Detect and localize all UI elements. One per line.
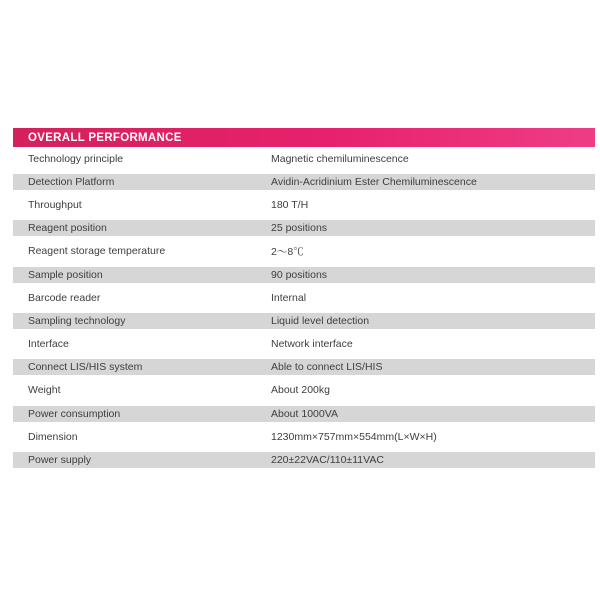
- spec-label: Detection Platform: [28, 175, 115, 188]
- spec-label: Reagent storage temperature: [28, 245, 166, 258]
- spec-value: 180 T/H: [271, 198, 309, 211]
- spec-row: [13, 147, 595, 170]
- spec-label: Throughput: [28, 198, 82, 211]
- spec-label: Interface: [28, 338, 69, 351]
- spec-value: 25 positions: [271, 222, 328, 235]
- spec-label: Power consumption: [28, 407, 121, 420]
- spec-table-header: [13, 128, 595, 147]
- spec-row: [13, 313, 595, 329]
- spec-value: 2～8℃: [271, 245, 304, 258]
- spec-label: Dimension: [28, 430, 78, 443]
- spec-table-body: [13, 147, 595, 468]
- spec-value: Internal: [271, 291, 307, 304]
- spec-label: Reagent position: [28, 222, 107, 235]
- spec-label: Sample position: [28, 268, 103, 281]
- spec-label: Connect LIS/HIS system: [28, 361, 143, 374]
- spec-table-title: OVERALL PERFORMANCE: [28, 131, 182, 144]
- spec-row: [13, 174, 595, 190]
- spec-row: [13, 220, 595, 236]
- spec-row: [13, 452, 595, 468]
- spec-row: [13, 267, 595, 283]
- spec-label: Power supply: [28, 454, 92, 467]
- spec-value: Network interface: [271, 338, 353, 351]
- spec-label: Barcode reader: [28, 291, 101, 304]
- spec-value: 90 positions: [271, 268, 328, 281]
- spec-table: [13, 128, 595, 472]
- spec-row: [13, 406, 595, 422]
- spec-value: Liquid level detection: [271, 314, 370, 327]
- spec-label: Technology principle: [28, 152, 124, 165]
- spec-value: About 1000VA: [271, 407, 338, 420]
- spec-value: 1230mm×757mm×554mm(L×W×H): [271, 430, 437, 443]
- spec-row: [13, 379, 595, 402]
- spec-value: Avidin-Acridinium Ester Chemiluminescence: [271, 175, 477, 188]
- spec-value: Able to connect LIS/HIS: [271, 361, 383, 374]
- spec-row: [13, 286, 595, 309]
- spec-label: Sampling technology: [28, 314, 126, 327]
- spec-row: [13, 333, 595, 356]
- spec-value: 220±22VAC/110±11VAC: [271, 454, 384, 467]
- spec-value: Magnetic chemiluminescence: [271, 152, 409, 165]
- spec-label: Weight: [28, 384, 61, 397]
- spec-row: [13, 193, 595, 216]
- spec-row: [13, 425, 595, 448]
- spec-row: [13, 240, 595, 263]
- spec-value: About 200kg: [271, 384, 330, 397]
- spec-row: [13, 359, 595, 375]
